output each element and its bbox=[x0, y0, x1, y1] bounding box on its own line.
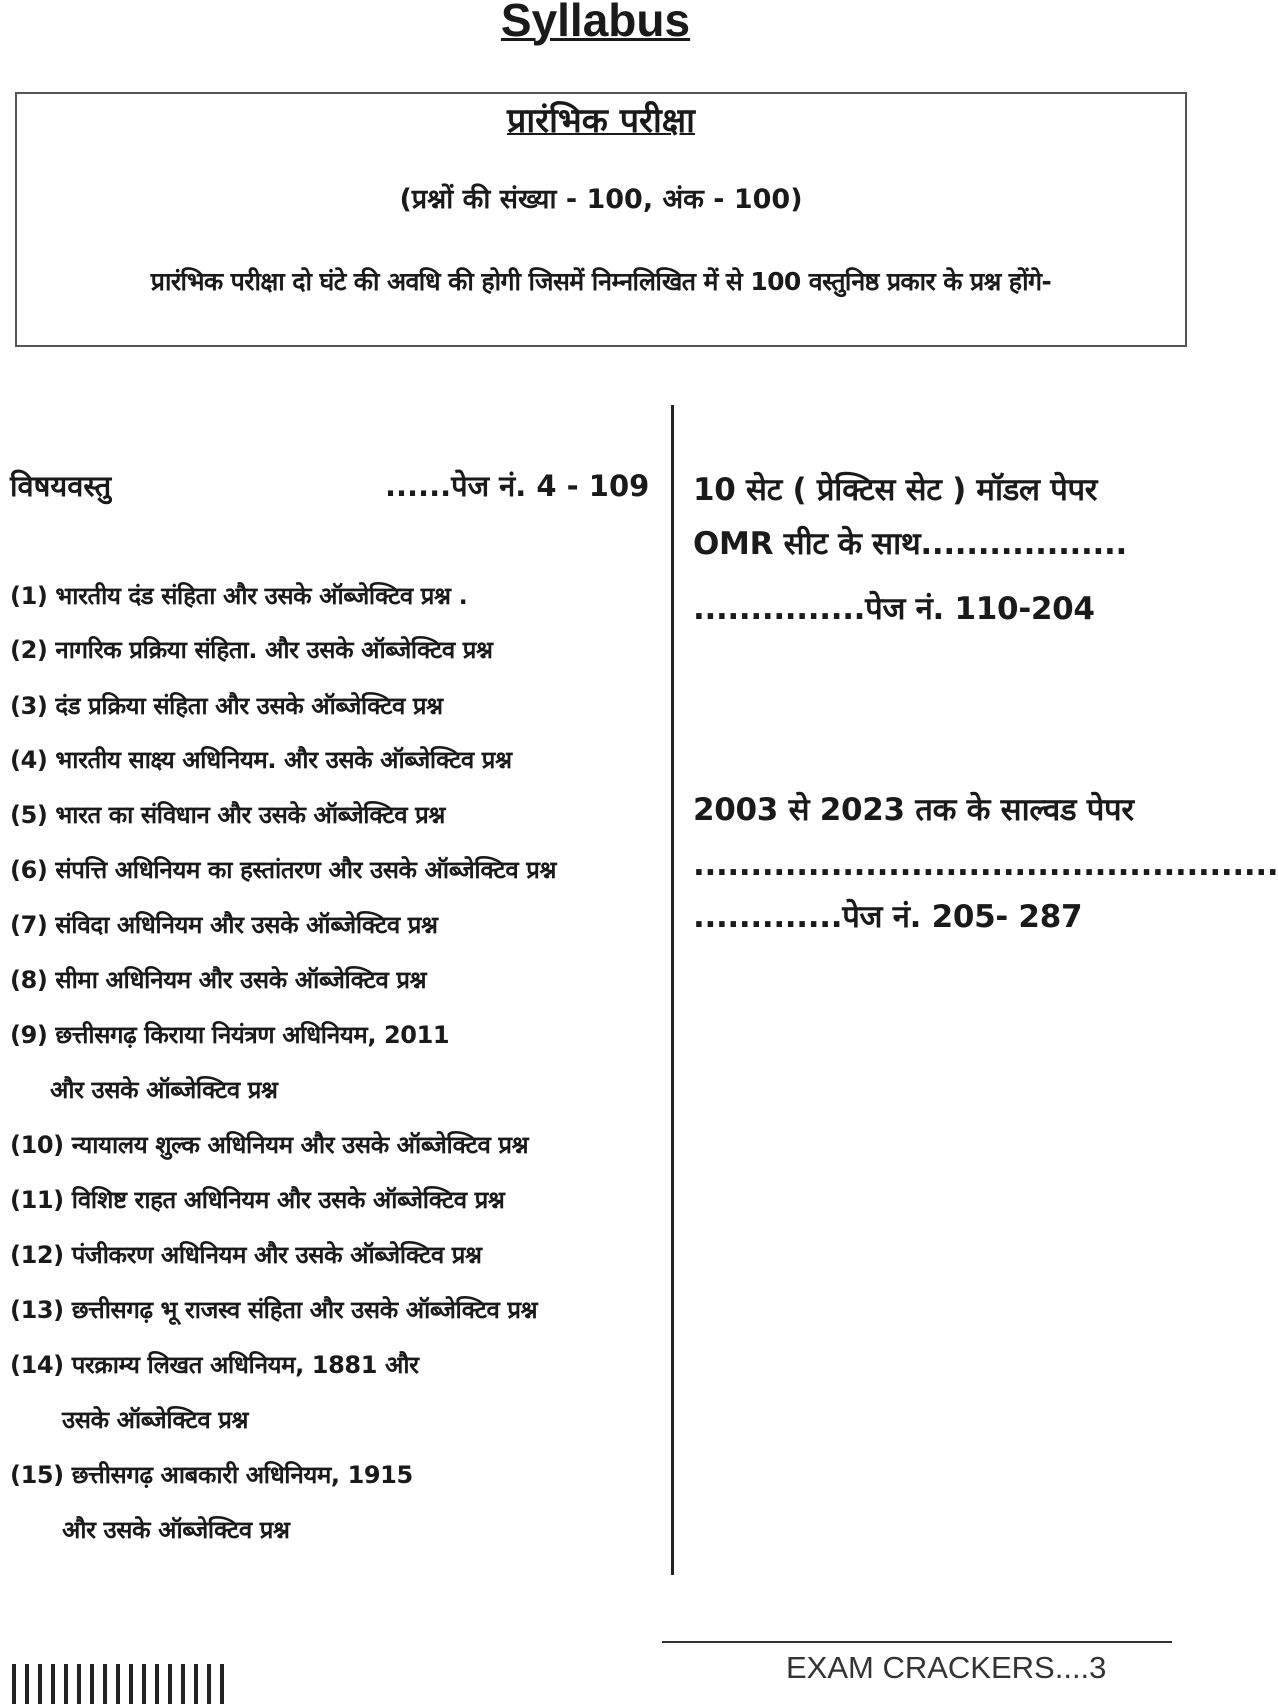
contents-heading bbox=[10, 462, 650, 510]
list-item: (2) नागरिक प्रक्रिया संहिता. और उसके ऑब्जेक्टिव प्रश्न bbox=[10, 636, 493, 664]
solved-papers-line2: ................................................... bbox=[693, 847, 1278, 883]
list-item: (10) न्यायालय शुल्क अधिनियम और उसके ऑब्जेक्टिव प्रश्न bbox=[10, 1131, 529, 1159]
column-divider bbox=[671, 405, 674, 1575]
list-item: (7) संविदा अधिनियम और उसके ऑब्जेक्टिव प्रश्न bbox=[10, 911, 438, 939]
model-papers-page-ref: ...............पेज नं. 110-204 bbox=[693, 591, 1095, 627]
footer-rule bbox=[662, 1641, 1172, 1643]
prelim-exam-box bbox=[15, 92, 1187, 347]
list-item-continuation: उसके ऑब्जेक्टिव प्रश्न bbox=[62, 1406, 249, 1434]
box-heading: प्रारंभिक परीक्षा bbox=[507, 101, 695, 141]
list-item: (8) सीमा अधिनियम और उसके ऑब्जेक्टिव प्रश्न bbox=[10, 966, 427, 994]
contents-label: विषयवस्तु bbox=[10, 469, 112, 503]
box-subheading: (प्रश्नों की संख्या - 100, अंक - 100) bbox=[399, 184, 803, 215]
list-item: (14) परक्राम्य लिखत अधिनियम, 1881 और bbox=[10, 1351, 419, 1379]
list-item: (6) संपत्ति अधिनियम का हस्तांतरण और उसके ऑब्जेक्टिव प्रश्न bbox=[10, 856, 557, 884]
list-item: (11) विशिष्ट राहत अधिनियम और उसके ऑब्जेक्टिव प्रश्न bbox=[10, 1186, 505, 1214]
page-title: Syllabus bbox=[500, 0, 691, 46]
barcode-marks bbox=[12, 1664, 224, 1704]
footer-page-label: EXAM CRACKERS....3 bbox=[786, 1650, 1107, 1685]
solved-papers-line1: 2003 से 2023 तक के साल्वड पेपर bbox=[693, 792, 1134, 828]
list-item: (13) छत्तीसगढ़ भू राजस्व संहिता और उसके ऑब्जेक्टिव प्रश्न bbox=[10, 1296, 538, 1324]
model-papers-line1: 10 सेट ( प्रेक्टिस सेट ) मॉडल पेपर bbox=[693, 472, 1098, 508]
list-item: (3) दंड प्रक्रिया संहिता और उसके ऑब्जेक्टिव प्रश्न bbox=[10, 692, 443, 720]
box-description: प्रारंभिक परीक्षा दो घंटे की अवधि की होगी जिसमें निम्नलिखित में से 100 वस्तुनिष्ठ प्रकार के प्रश्न होंगे- bbox=[150, 267, 1052, 296]
contents-page-ref: ......पेज नं. 4 - 109 bbox=[385, 469, 650, 503]
list-item: (15) छत्तीसगढ़ आबकारी अधिनियम, 1915 bbox=[10, 1461, 413, 1489]
list-item: (5) भारत का संविधान और उसके ऑब्जेक्टिव प्रश्न bbox=[10, 801, 445, 829]
list-item: (4) भारतीय साक्ष्य अधिनियम. और उसके ऑब्जेक्टिव प्रश्न bbox=[10, 746, 512, 774]
model-papers-line2: OMR सीट के साथ.................. bbox=[693, 526, 1127, 562]
list-item-continuation: और उसके ऑब्जेक्टिव प्रश्न bbox=[50, 1076, 278, 1104]
solved-papers-page-ref: .............पेज नं. 205- 287 bbox=[693, 899, 1083, 935]
list-item-continuation: और उसके ऑब्जेक्टिव प्रश्न bbox=[62, 1516, 290, 1544]
list-item: (12) पंजीकरण अधिनियम और उसके ऑब्जेक्टिव प्रश्न bbox=[10, 1241, 482, 1269]
list-item: (9) छत्तीसगढ़ किराया नियंत्रण अधिनियम, 2011 bbox=[10, 1021, 450, 1049]
list-item: (1) भारतीय दंड संहिता और उसके ऑब्जेक्टिव प्रश्न . bbox=[10, 582, 468, 610]
